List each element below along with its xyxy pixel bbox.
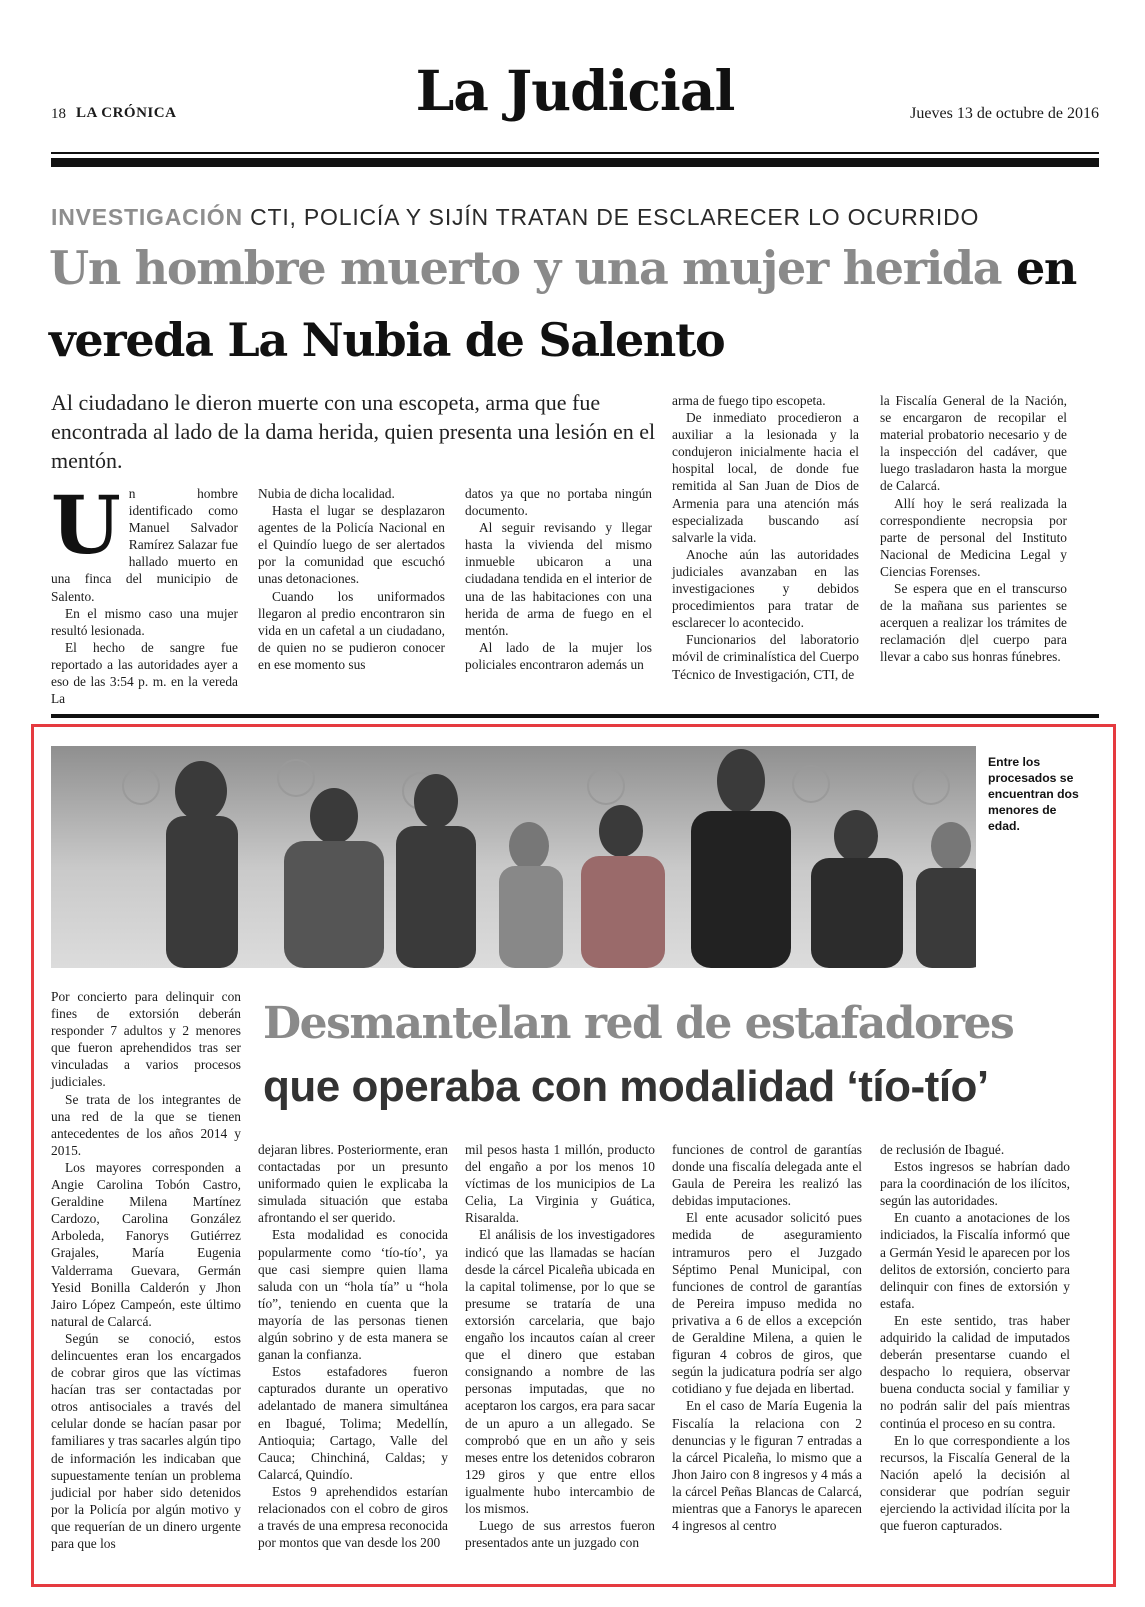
kicker-text: CTI, POLICÍA Y SIJÍN TRATAN DE ESCLARECER LO OCURRIDO (250, 204, 980, 230)
paragraph: funciones de control de garantías donde una fiscalía delegada ante el Gaula de Pereira les realizó las debidas imputaciones. (672, 1142, 862, 1209)
paragraph: Al lado de la mujer los policiales encontraron además un (465, 639, 652, 672)
article1-kicker (51, 204, 1101, 231)
paragraph: Por concierto para delinquir con fines de extorsión deberán responder 7 adultos y 2 menores que fueron aprehendidos tras ser vinculadas a varios procesos judiciales. (51, 989, 241, 1090)
article1-column-4 (672, 392, 859, 683)
paragraph: En el caso de María Eugenia la Fiscalía la relaciona con 2 denuncias y le figuran 7 entradas a la cárcel Picaleña, lo mismo que a Jhon Jairo con 8 ingresos y 4 más a la cárcel Peñas Blancas de Calarcá, mientras que a Fanorys le aparecen 4 ingresos al centro (672, 1398, 862, 1534)
paragraph: Allí hoy le será realizada la correspondiente necropsia por parte de personal del Instituto Nacional de Medicina Legal y Ciencias Forenses. (880, 495, 1067, 579)
paragraph: Se trata de los integrantes de una red de la que se tienen antecedentes de los años 2014 y 2015. (51, 1091, 241, 1158)
paragraph: Anoche aún las autoridades judiciales avanzaban en las investigaciones y debidos procedimientos para tratar de esclarecer lo acontecido. (672, 546, 859, 631)
paragraph: la Fiscalía General de la Nación, se encargaron de recopilar el material probatorio necesario y de la inspección del cadáver, que luego trasladaron hasta la morgue de Calarcá. (880, 393, 1067, 494)
paragraph: datos ya que no portaba ningún documento. (465, 486, 652, 519)
masthead-rule-thick (51, 158, 1099, 167)
paragraph: Esta modalidad es conocida popularmente como ‘tío-tío’, ya que casi siempre quien llama saluda con un “hola tía” u “hola tío”, teniendo en cuenta que la mayoría de las personas tienen algún sobrino y de esta manera se ganan la confianza. (258, 1227, 448, 1363)
suspects-photo-illustration (51, 746, 976, 968)
kicker-label: INVESTIGACIÓN (51, 204, 243, 230)
paragraph: En lo que correspondiente a los recursos, la Fiscalía General de la Nación apeló la decisión al considerar que podrían seguir ejerciendo la actividad ilícita por la que fueron capturados. (880, 1432, 1070, 1534)
paragraph: n hombre identificado como Manuel Salvador Ramírez Salazar fue hallado muerto en una finca del municipio de Salento. (51, 486, 238, 604)
issue-date: Jueves 13 de octubre de 2016 (910, 105, 1099, 122)
masthead (51, 58, 1099, 168)
article1-headline (49, 232, 1109, 376)
paragraph: Al seguir revisando y llegar hasta la vivienda del mismo inmueble ubicaron a una ciudadana tendida en el interior de una de las habitaciones con una herida de arma de fuego en el mentón. (465, 520, 652, 638)
paragraph: De inmediato procedieron a auxiliar a la lesionada y la condujeron inicialmente hacia el hospital local, de donde fue remitida al San Juan de Dios de Armenia para una atención más especializada buscando así salvarle la vida. (672, 410, 859, 545)
section-title: La Judicial (415, 58, 735, 123)
photo-caption: Entre los procesados se encuentran dos menores de edad. (988, 755, 1079, 833)
article2-column-3 (465, 1141, 655, 1551)
suspects-photo (51, 746, 976, 968)
paragraph: Estos estafadores fueron capturados durante un operativo adelantado de manera simultánea en Ibagué, Tolima; Medellín, Antioquia; Cartago, Valle del Cauca; Chinchiná, Caldas; y Calarcá, Quindío. (258, 1364, 448, 1482)
paragraph: El ente acusador solicitó pues medida de aseguramiento intramuros pero el Juzgado Séptimo Penal Municipal, con funciones de control de garantías de Pereira impuso medida no privativa a 6 de ellos a excepción de Geraldine Milena, a quien le figuran 4 cobros de giros, que según la judicatura podría ser algo cotidiano y fue dejada en libertad. (672, 1210, 862, 1397)
newspaper-name: LA CRÓNICA (76, 105, 177, 121)
article2-column-4 (672, 1141, 862, 1534)
paragraph: El hecho de sangre fue reportado a las autoridades ayer a eso de las 3:54 p. m. en la vereda La (51, 639, 238, 707)
article1-column-1 (51, 478, 238, 707)
article1-column-2 (258, 485, 445, 673)
paragraph: Funcionarios del laboratorio móvil de criminalística del Cuerpo Técnico de Investigación, CTI, de (672, 632, 859, 682)
paragraph: Estos ingresos se habrían dado para la coordinación de los ilícitos, según las autoridades. (880, 1159, 1070, 1209)
drop-cap: U (51, 478, 121, 572)
paragraph: En este sentido, tras haber adquirido la calidad de imputados deberán presentarse cuando el despacho lo requiera, observar buena conducta social y familiar y no podrán salir del país mientras continúa el proceso en su contra. (880, 1312, 1070, 1431)
paragraph: Cuando los uniformados llegaron al predio encontraron sin vida en un cafetal a un ciudadano, de quien no se pudieron conocer en ese momento sus (258, 588, 445, 672)
headline-gray-part: Un hombre muerto y una mujer herida (49, 241, 1002, 295)
paragraph: Estos 9 aprehendidos estarían relacionados con el cobro de giros a través de una empresa reconocida por montos que van desde los 200 (258, 1483, 448, 1551)
paragraph: En cuanto a anotaciones de los indiciados, la Fiscalía informó que a Germán Yesid le aparecen por los delitos de extorsión, concierto para delinquir con fines de extorsión y estafa. (880, 1210, 1070, 1311)
paragraph: Nubia de dicha localidad. (258, 486, 395, 501)
article1-column-3 (465, 485, 652, 673)
paragraph: Hasta el lugar se desplazaron agentes de la Policía Nacional en el Quindío luego de ser alertados por la comunidad que escuchó unas detonaciones. (258, 503, 445, 587)
paragraph: Según se conoció, estos delincuentes eran los encargados de cobrar giros que las víctimas hacían tras ser contactadas por otros antisociales a través del celular donde se hacían pasar por familiares y tras sacarles algún tipo de información les indicaban que supuestamente tenían un problema judicial por haber sido detenidos por la Policía por algún motivo y que requerían de un dinero urgente para que los (51, 1330, 241, 1551)
paragraph: mil pesos hasta 1 millón, producto del engaño a por los menos 10 víctimas de los municipios de La Celia, La Virginia y Guática, Risaralda. (465, 1142, 655, 1226)
article1-column-5 (880, 392, 1067, 666)
paragraph: En el mismo caso una mujer resultó lesionada. (51, 605, 238, 638)
article2-column-5 (880, 1141, 1070, 1534)
paragraph: arma de fuego tipo escopeta. (672, 393, 826, 408)
paragraph: Se espera que en el transcurso de la mañana sus parientes se acerquen a realizar los trámites de reclamación d|el cuerpo para llevar a cabo sus honras fúnebres. (880, 581, 1067, 665)
article2-headline-line2: que operaba con modalidad ‘tío-tío’ (263, 1062, 989, 1111)
paragraph: Los mayores corresponden a Angie Carolina Tobón Castro, Geraldine Milena Martínez Cardozo, Carolina González Arboleda, Fanorys Gutiérrez Grajales, María Eugenia Valderrama Guevara, Germán Yesid Bonilla Calderón y Jhon Jairo López Campeón, este último natural de Calarcá. (51, 1159, 241, 1329)
masthead-rule-thin (51, 152, 1099, 154)
page-number: 18 (51, 106, 66, 122)
paragraph: de reclusión de Ibagué. (880, 1142, 1005, 1157)
article2-column-1 (51, 988, 241, 1552)
paragraph: Luego de sus arrestos fueron presentados ante un juzgado con (465, 1518, 655, 1551)
article1-deck: Al ciudadano le dieron muerte con una escopeta, arma que fue encontrada al lado de la dama herida, quien presenta una lesión en el mentón. (51, 390, 656, 473)
section-divider (51, 714, 1099, 718)
paragraph: dejaran libres. Posteriormente, eran contactadas por un presunto uniformado quien le explicaba la simulada situación que estaba afrontando el ser querido. (258, 1142, 448, 1226)
article2-column-2 (258, 1141, 448, 1551)
paragraph: El análisis de los investigadores indicó que las llamadas se hacían desde la cárcel Picaleña ubicada en la capital tolimense, por lo que se presume se trataría de una extorsión carcelaria, que bajo engaño los incautos caían al creer que el dinero que estaban consignando a nombre de las personas imputadas, que no aceptaron los cargos, era para sacar de un apuro a un allegado. Se comprobó que en un año y seis meses entre los detenidos cobraron 129 giros y que entre ellos igualmente hubo intercambio de los mismos. (465, 1227, 655, 1516)
article2-headline-line1: Desmantelan red de estafadores (263, 998, 1014, 1049)
headline-dark-part: en vereda La Nubia de Salento (49, 241, 1077, 367)
